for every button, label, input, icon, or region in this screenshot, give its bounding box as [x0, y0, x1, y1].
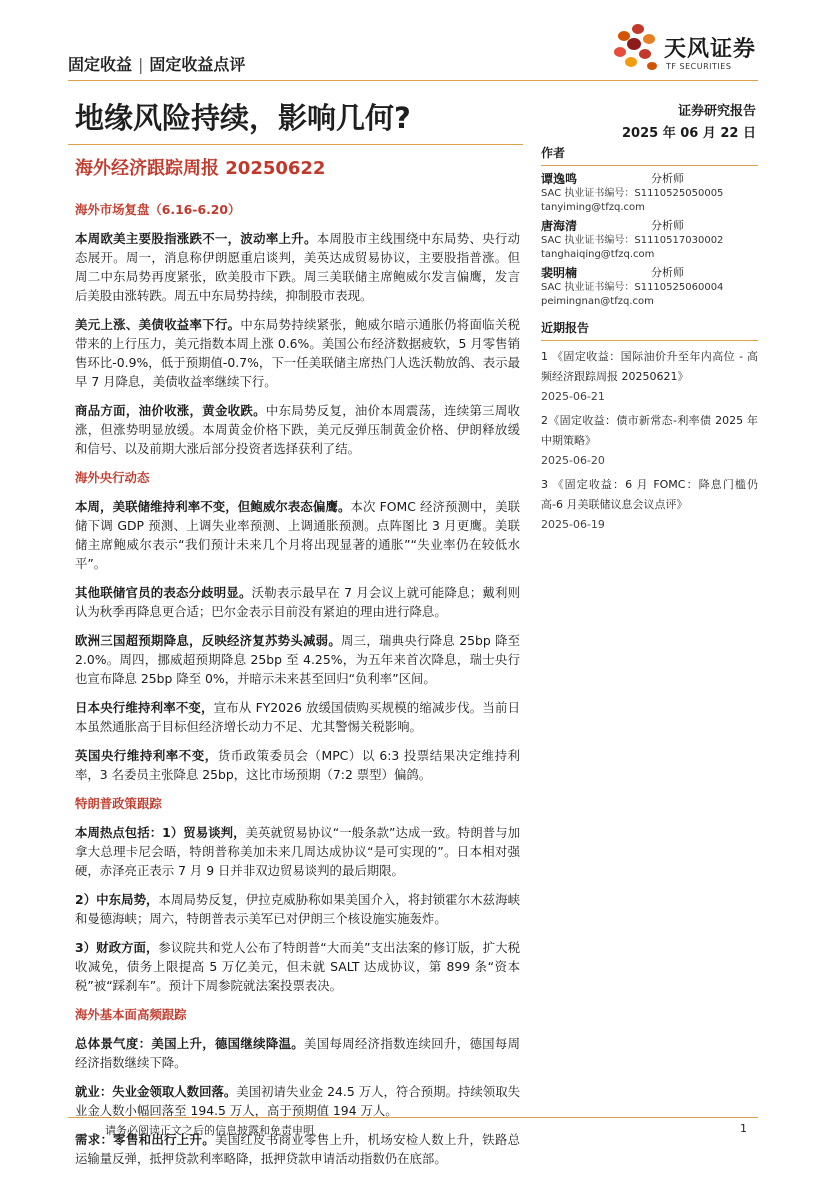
- section-title: 海外央行动态: [75, 470, 150, 485]
- author-name: 谭逸鸣: [541, 172, 578, 186]
- report-date: 2025 年 06 月 22 日: [622, 126, 756, 141]
- paragraph: [75, 1082, 520, 1120]
- author-cert: SAC 执业证书编号：S1110517030002: [541, 235, 724, 246]
- paragraph-text: 美国每周经济指数连续回升，德国每周经济指数继续下降。: [75, 1036, 521, 1070]
- paragraph-lead: 总体景气度：美国上升，德国继续降温。: [75, 1036, 305, 1051]
- logo-chinese-text: 天风证券: [664, 37, 757, 62]
- paragraph-lead: 欧洲三国超预期降息，反映经济复苏势头减弱。: [75, 633, 342, 648]
- author-cert: SAC 执业证书编号：S1110525050005: [541, 188, 724, 199]
- category-label: 固定收益: [68, 55, 133, 74]
- paragraph-lead: 美元上涨、美债收益率下行。: [75, 317, 241, 332]
- paragraph: [75, 401, 520, 458]
- report-category: [68, 52, 245, 75]
- subcategory-label: 固定收益点评: [149, 55, 246, 74]
- author-role: 分析师: [651, 172, 684, 185]
- report-type: 证券研究报告: [677, 104, 756, 119]
- author-card: [541, 266, 758, 309]
- paragraph-text: 本周局势反复，伊拉克威胁称如果美国介入，将封锁霍尔木兹海峡和曼德海峡；周六，特朗普表示美军已对伊朗三个核设施实施轰炸。: [75, 892, 521, 926]
- sidebar: [541, 144, 758, 539]
- category-separator: |: [138, 55, 144, 74]
- author-email[interactable]: tanyiming@tfzq.com: [541, 202, 645, 213]
- recent-report-item[interactable]: [541, 411, 758, 471]
- author-email[interactable]: peimingnan@tfzq.com: [541, 296, 654, 307]
- paragraph-text: 本周股市主线围绕中东局势、央行动态展开。周一，消息称伊朗愿重启谈判，美英达成贸易协议，主要股指普涨。但周二中东局势再度紧张，欧美股市下跌。周三美联储主席鲍威尔发言偏鹰，发言后美股由涨转跌。周五中东局势持续，抑制股市表现。: [75, 231, 521, 303]
- paragraph-text: 美国初请失业金 24.5 万人，符合预期。持续领取失业金人数小幅回落至 194.5 万人，高于预期值 194 万人。: [75, 1084, 521, 1118]
- section-title: 特朗普政策跟踪: [75, 796, 162, 811]
- header-divider: [68, 80, 758, 81]
- author-card: [541, 219, 758, 262]
- recent-report-title: 2《固定收益：债市新常态-利率债 2025 年中期策略》: [541, 414, 758, 447]
- page-number: 1: [740, 1122, 747, 1135]
- tf-securities-logo: [612, 22, 772, 74]
- paragraph-lead: 本周热点包括：1）贸易谈判，: [75, 825, 246, 840]
- footer-divider: [68, 1117, 758, 1118]
- paragraph: [75, 890, 520, 928]
- paragraph: [75, 315, 520, 391]
- recent-report-date: 2025-06-20: [541, 454, 605, 467]
- author-name: 唐海清: [541, 219, 578, 233]
- page-title: 地缘风险持续，影响几何?: [75, 101, 411, 135]
- paragraph-text: 参议院共和党人公布了特朗普“大而美”支出法案的修订版，扩大税收减免，债务上限提高 5 万亿美元，但未就 SALT 达成协议，第 899 条“资本税”被“踩刹车”。预计下周参院就法案投票表决。: [75, 940, 520, 993]
- paragraph: [75, 823, 520, 880]
- authors-heading: 作者: [541, 144, 758, 166]
- title-divider: [68, 144, 523, 145]
- author-name: 裴明楠: [541, 266, 578, 280]
- paragraph: [75, 229, 520, 305]
- recent-report-item[interactable]: [541, 347, 758, 407]
- author-role: 分析师: [651, 266, 684, 279]
- recent-report-date: 2025-06-21: [541, 390, 605, 403]
- paragraph-lead: 2）中东局势，: [75, 892, 159, 907]
- paragraph-text: 美英就贸易协议“一般条款”达成一致。特朗普与加拿大总理卡尼会晤，特朗普称美加未来几周达成协议“是可实现的”。日本相对强硬，赤泽亮正表示 7 月 9 日并非双边贸易谈判的最后期限。: [75, 825, 520, 878]
- author-email[interactable]: tanghaiqing@tfzq.com: [541, 249, 655, 260]
- paragraph-text: 美国红皮书商业零售上升，机场安检人数上升，铁路总运输量反弹，抵押贷款利率略降，抵押贷款申请活动指数仍在底部。: [75, 1132, 521, 1166]
- paragraph-lead: 商品方面，油价收涨，黄金收跌。: [75, 403, 266, 418]
- paragraph: [75, 497, 520, 573]
- section-title: 海外市场复盘（6.16-6.20）: [75, 202, 241, 217]
- report-subtitle: 海外经济跟踪周报 20250622: [75, 158, 326, 179]
- recent-report-date: 2025-06-19: [541, 518, 605, 531]
- recent-report-title: 1 《固定收益：国际油价升至年内高位 - 高频经济跟踪周报 20250621》: [541, 350, 758, 383]
- paragraph-text: 沃勒表示最早在 7 月会议上就可能降息；戴利则认为秋季再降息更合适；巴尔金表示目前没有紧迫的理由进行降息。: [75, 585, 521, 619]
- logo-english-text: TF SECURITIES: [666, 62, 732, 71]
- paragraph: [75, 631, 520, 688]
- paragraph-text: 宣布从 FY2026 放缓国债购买规模的缩减步伐。当前日本虽然通胀高于目标但经济增长动力不足、尤其警惕关税影响。: [75, 700, 521, 734]
- disclaimer-note: 请务必阅读正文之后的信息披露和免责申明: [105, 1124, 314, 1137]
- paragraph-lead: 需求：零售和出行上升。: [75, 1132, 215, 1147]
- paragraph-text: 周三，瑞典央行降息 25bp 降至 2.0%。周四，挪威超预期降息 25bp 至 4.25%，为五年来首次降息，瑞士央行也宣布降息 25bp 降至 0%，并暗示未来甚至回归“负利率”区间。: [75, 633, 521, 686]
- paragraph-text: 中东局势反复，油价本周震荡，连续第三周收涨，但涨势明显放缓。本周黄金价格下跌，美元反弹压制黄金价格、伊朗释放缓和信号、以及前期大涨后部分投资者选择获利了结。: [75, 403, 521, 456]
- recent-report-title: 3 《固定收益：6 月 FOMC：降息门槛仍高-6 月美联储议息会议点评》: [541, 478, 758, 511]
- paragraph: [75, 1034, 520, 1072]
- paragraph-text: 本次 FOMC 经济预测中，美联储下调 GDP 预测、上调失业率预测、上调通胀预测。点阵图比 3 月更鹰。美联储主席鲍威尔表示“我们预计未来几个月将出现显著的通胀”“失业率仍在较低水平”。: [75, 499, 521, 571]
- paragraph-text: 中东局势持续紧张，鲍威尔暗示通胀仍将面临关税带来的上行压力，美元指数本周上涨 0.6%。美国公布经济数据疲软，5 月零售销售环比-0.9%，低于预期值-0.7%，下一任美联储主席热门人选沃勒放鸽、表示最早 7 月降息，美债收益率继续下行。: [75, 317, 521, 389]
- paragraph-lead: 3）财政方面，: [75, 940, 159, 955]
- paragraph-lead: 日本央行维持利率不变，: [75, 700, 214, 715]
- paragraph-lead: 英国央行维持利率不变，: [75, 748, 218, 763]
- recent-reports-heading: 近期报告: [541, 319, 758, 341]
- paragraph-lead: 其他联储官员的表态分歧明显。: [75, 585, 252, 600]
- paragraph-text: 货币政策委员会（MPC）以 6:3 投票结果决定维持利率，3 名委员主张降息 25bp，这比市场预期（7:2 票型）偏鸽。: [75, 748, 521, 782]
- main-content: [75, 200, 520, 1178]
- paragraph: [75, 746, 520, 784]
- section-title: 海外基本面高频跟踪: [75, 1007, 187, 1022]
- paragraph-lead: 就业：失业金领取人数回落。: [75, 1084, 237, 1099]
- paragraph: [75, 698, 520, 736]
- paragraph: [75, 583, 520, 621]
- author-cert: SAC 执业证书编号：S1110525060004: [541, 282, 724, 293]
- author-card: [541, 172, 758, 215]
- paragraph: [75, 938, 520, 995]
- paragraph-lead: 本周欧美主要股指涨跌不一，波动率上升。: [75, 231, 317, 246]
- author-role: 分析师: [651, 219, 684, 232]
- logo-mark-icon: [612, 22, 660, 74]
- recent-report-item[interactable]: [541, 475, 758, 535]
- paragraph-lead: 本周，美联储维持利率不变，但鲍威尔表态偏鹰。: [75, 499, 351, 514]
